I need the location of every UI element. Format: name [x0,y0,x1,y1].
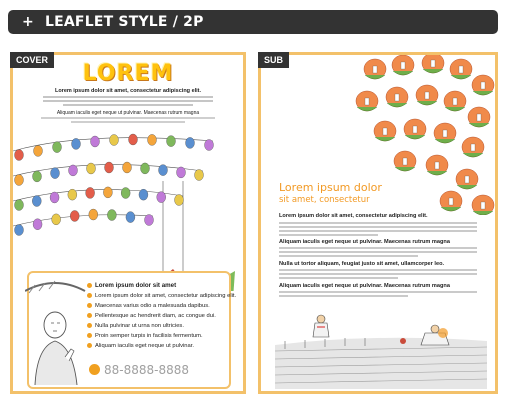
lantern-icon [70,210,79,221]
lantern-tag [465,176,469,183]
cover-subtitle-2: Aliquam iaculis eget neque ut pulvinar. Maecenas rutrum magna [56,110,200,116]
lotus-leaf [469,123,489,127]
info-line: Pellentesque ac hendrerit diam, ac congue dui. [87,311,225,321]
sub-text-lines [279,222,477,238]
cover-tag: COVER [10,52,54,68]
lantern-icon [205,140,214,151]
lotus-leaf [393,71,413,75]
lantern-icon [159,165,168,176]
lotus-leaf [357,107,377,111]
lantern-icon [157,192,166,203]
sub-text-lines [279,247,477,259]
lantern-icon [86,187,95,198]
lantern-icon [141,163,150,174]
lantern-icon [34,145,43,156]
sub-text-lines [279,291,477,299]
cover-subtitle: Lorem ipsum dolor sit amet, consectetur adipiscing elit. [54,88,202,94]
lantern-icon [15,150,24,161]
lantern-icon [126,212,135,223]
lantern-tag [383,128,387,135]
lantern-strings [13,138,213,281]
cover-title: LOREM [82,61,174,86]
lantern-icon [175,195,184,206]
sub-paragraph-2: Aliquam iaculis eget neque ut pulvinar. Maecenas rutrum magna [279,239,450,245]
lantern-tag [459,66,463,73]
lantern-icon [145,215,154,226]
lantern-icon [15,200,24,211]
lotus-leaf [463,153,483,157]
sub-text-lines [279,269,477,281]
lantern-icon [103,187,112,198]
lantern-icon [195,170,204,181]
info-line: Proin semper turpis in facilisis fermentum. [87,331,225,341]
bullet-icon [87,333,92,338]
bullet-icon [87,313,92,318]
lantern-icon [68,189,77,200]
lotus-leaf [473,91,493,95]
contact-info-box [27,271,237,389]
sub-paragraph-3: Nulla ut tortor aliquam, feugiat justo sit amet, ullamcorper leo. [279,261,445,267]
info-line: Aliquam iaculis eget neque ut pulvinar. [87,341,225,351]
phone-icon [89,364,100,375]
cover-panel [10,52,246,394]
lantern-icon [52,214,61,225]
lantern-icon [105,162,114,173]
lantern-icon [148,134,157,145]
lantern-tag [449,198,453,205]
lantern-icon [15,175,24,186]
lantern-row [15,134,214,236]
lantern-icon [186,137,195,148]
lanterns-illustration [13,121,243,291]
lotus-leaf [435,139,455,143]
lotus-leaf [451,75,471,79]
lantern-tag [481,82,485,89]
lantern-icon [72,138,81,149]
lotus-leaf [457,185,477,189]
lotus-leaf [365,75,385,79]
lantern-icon [32,196,41,207]
lantern-tag [431,60,435,67]
bullet-icon [87,323,92,328]
lantern-icon [110,135,119,146]
info-lines [87,281,237,351]
lantern-tag [443,130,447,137]
sub-title-2: sit amet, consectetur [279,195,370,205]
sub-paragraph-heading: Lorem ipsum dolor sit amet, consectetur adipiscing elit. [279,213,428,219]
lantern-icon [139,189,148,200]
lotus-leaf [417,101,437,105]
bullet-icon [87,343,92,348]
lantern-tag [373,66,377,73]
lantern-tag [471,144,475,151]
info-line: Nulla pulvinar ut urna non ultricies. [87,321,225,331]
lantern-tag [365,98,369,105]
lantern-tag [395,94,399,101]
lantern-tag [435,162,439,169]
lantern-icon [121,188,130,199]
bullet-icon [87,293,92,298]
lotus-leaf [387,103,407,107]
lotus-leaf [441,207,461,211]
lotus-leaf [473,211,493,215]
lotus-leaf [423,69,443,73]
lantern-icon [15,225,24,236]
bullet-icon [87,303,92,308]
lotus-leaf [427,171,447,175]
temple-scene-illustration [275,305,487,389]
lantern-icon [123,162,132,173]
info-line: Lorem ipsum dolor sit amet, consectetur adipiscing elit. [87,291,225,301]
lotus-leaf [375,137,395,141]
lantern-icon [51,168,60,179]
lantern-icon [50,192,59,203]
header-pages: / 2P [172,14,204,30]
sub-title: Lorem ipsum dolor [279,181,382,194]
lotus-leaf [445,107,465,111]
lantern-icon [89,209,98,220]
lantern-icon [129,134,138,145]
lantern-icon [167,136,176,147]
plus-icon: + [22,14,34,30]
lantern-tag [413,126,417,133]
lantern-icon [33,219,42,230]
lantern-tag [401,62,405,69]
sub-panel [258,52,498,394]
monk-illustration [25,273,87,387]
lantern-icon [87,163,96,174]
lantern-tag [453,98,457,105]
header-bar [8,10,498,34]
lantern-tag [425,92,429,99]
lantern-icon [53,142,62,153]
cover-text-lines [43,96,213,108]
lantern-tag [403,158,407,165]
info-line-heading: Lorem ipsum dolor sit amet [87,281,225,291]
phone-number: 88-8888-8888 [89,363,189,377]
lantern-icon [91,136,100,147]
lotus-leaf [395,167,415,171]
lantern-tag [481,202,485,209]
header-title: LEAFLET STYLE [45,14,168,30]
lantern-icon [177,167,186,178]
sub-paragraph-4: Aliquam iaculis eget neque ut pulvinar. Maecenas rutrum magna [279,283,450,289]
lantern-icon [69,165,78,176]
info-line: Maecenas varius odio a malesuada dapibus. [87,301,225,311]
lotus-leaf [405,135,425,139]
bullet-icon [87,283,92,288]
sub-tag: SUB [258,52,289,68]
lantern-icon [107,210,116,221]
lantern-tag [477,114,481,121]
lantern-icon [33,171,42,182]
